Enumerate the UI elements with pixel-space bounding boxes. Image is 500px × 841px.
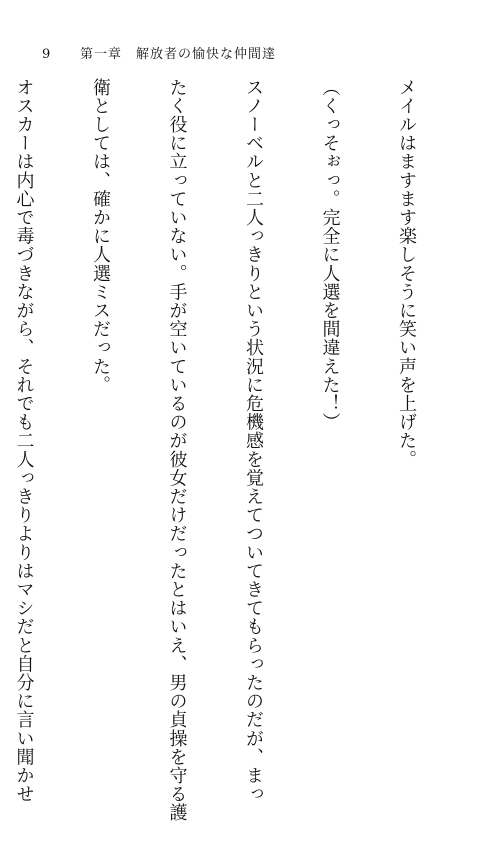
text-line: メイルはますます楽しそうに笑い声を上げた。 <box>396 78 417 469</box>
page-number: 9 <box>42 47 51 62</box>
text-line: たく役に立っていない。手が空いているのが彼女だけだったとはいえ、男の貞操を守る護 <box>166 78 188 822</box>
page-header <box>40 44 460 66</box>
chapter-title: 第一章 解放者の愉快な仲間達 <box>80 47 277 62</box>
text-line: スノーベルと二人っきりという状況に危機感を覚えてついてきてもらったのだが、まっ <box>243 78 264 804</box>
text-line: （くっそぉっ。完全に人選を間違えた！） <box>319 78 341 432</box>
text-line: オスカーは内心で毒づきながら、それでも二人っきりよりはマシだと自分に言い聞かせ <box>13 78 35 804</box>
body-text-vertical <box>13 78 470 822</box>
text-line: 衛としては、確かに人選ミスだった。 <box>90 78 111 395</box>
